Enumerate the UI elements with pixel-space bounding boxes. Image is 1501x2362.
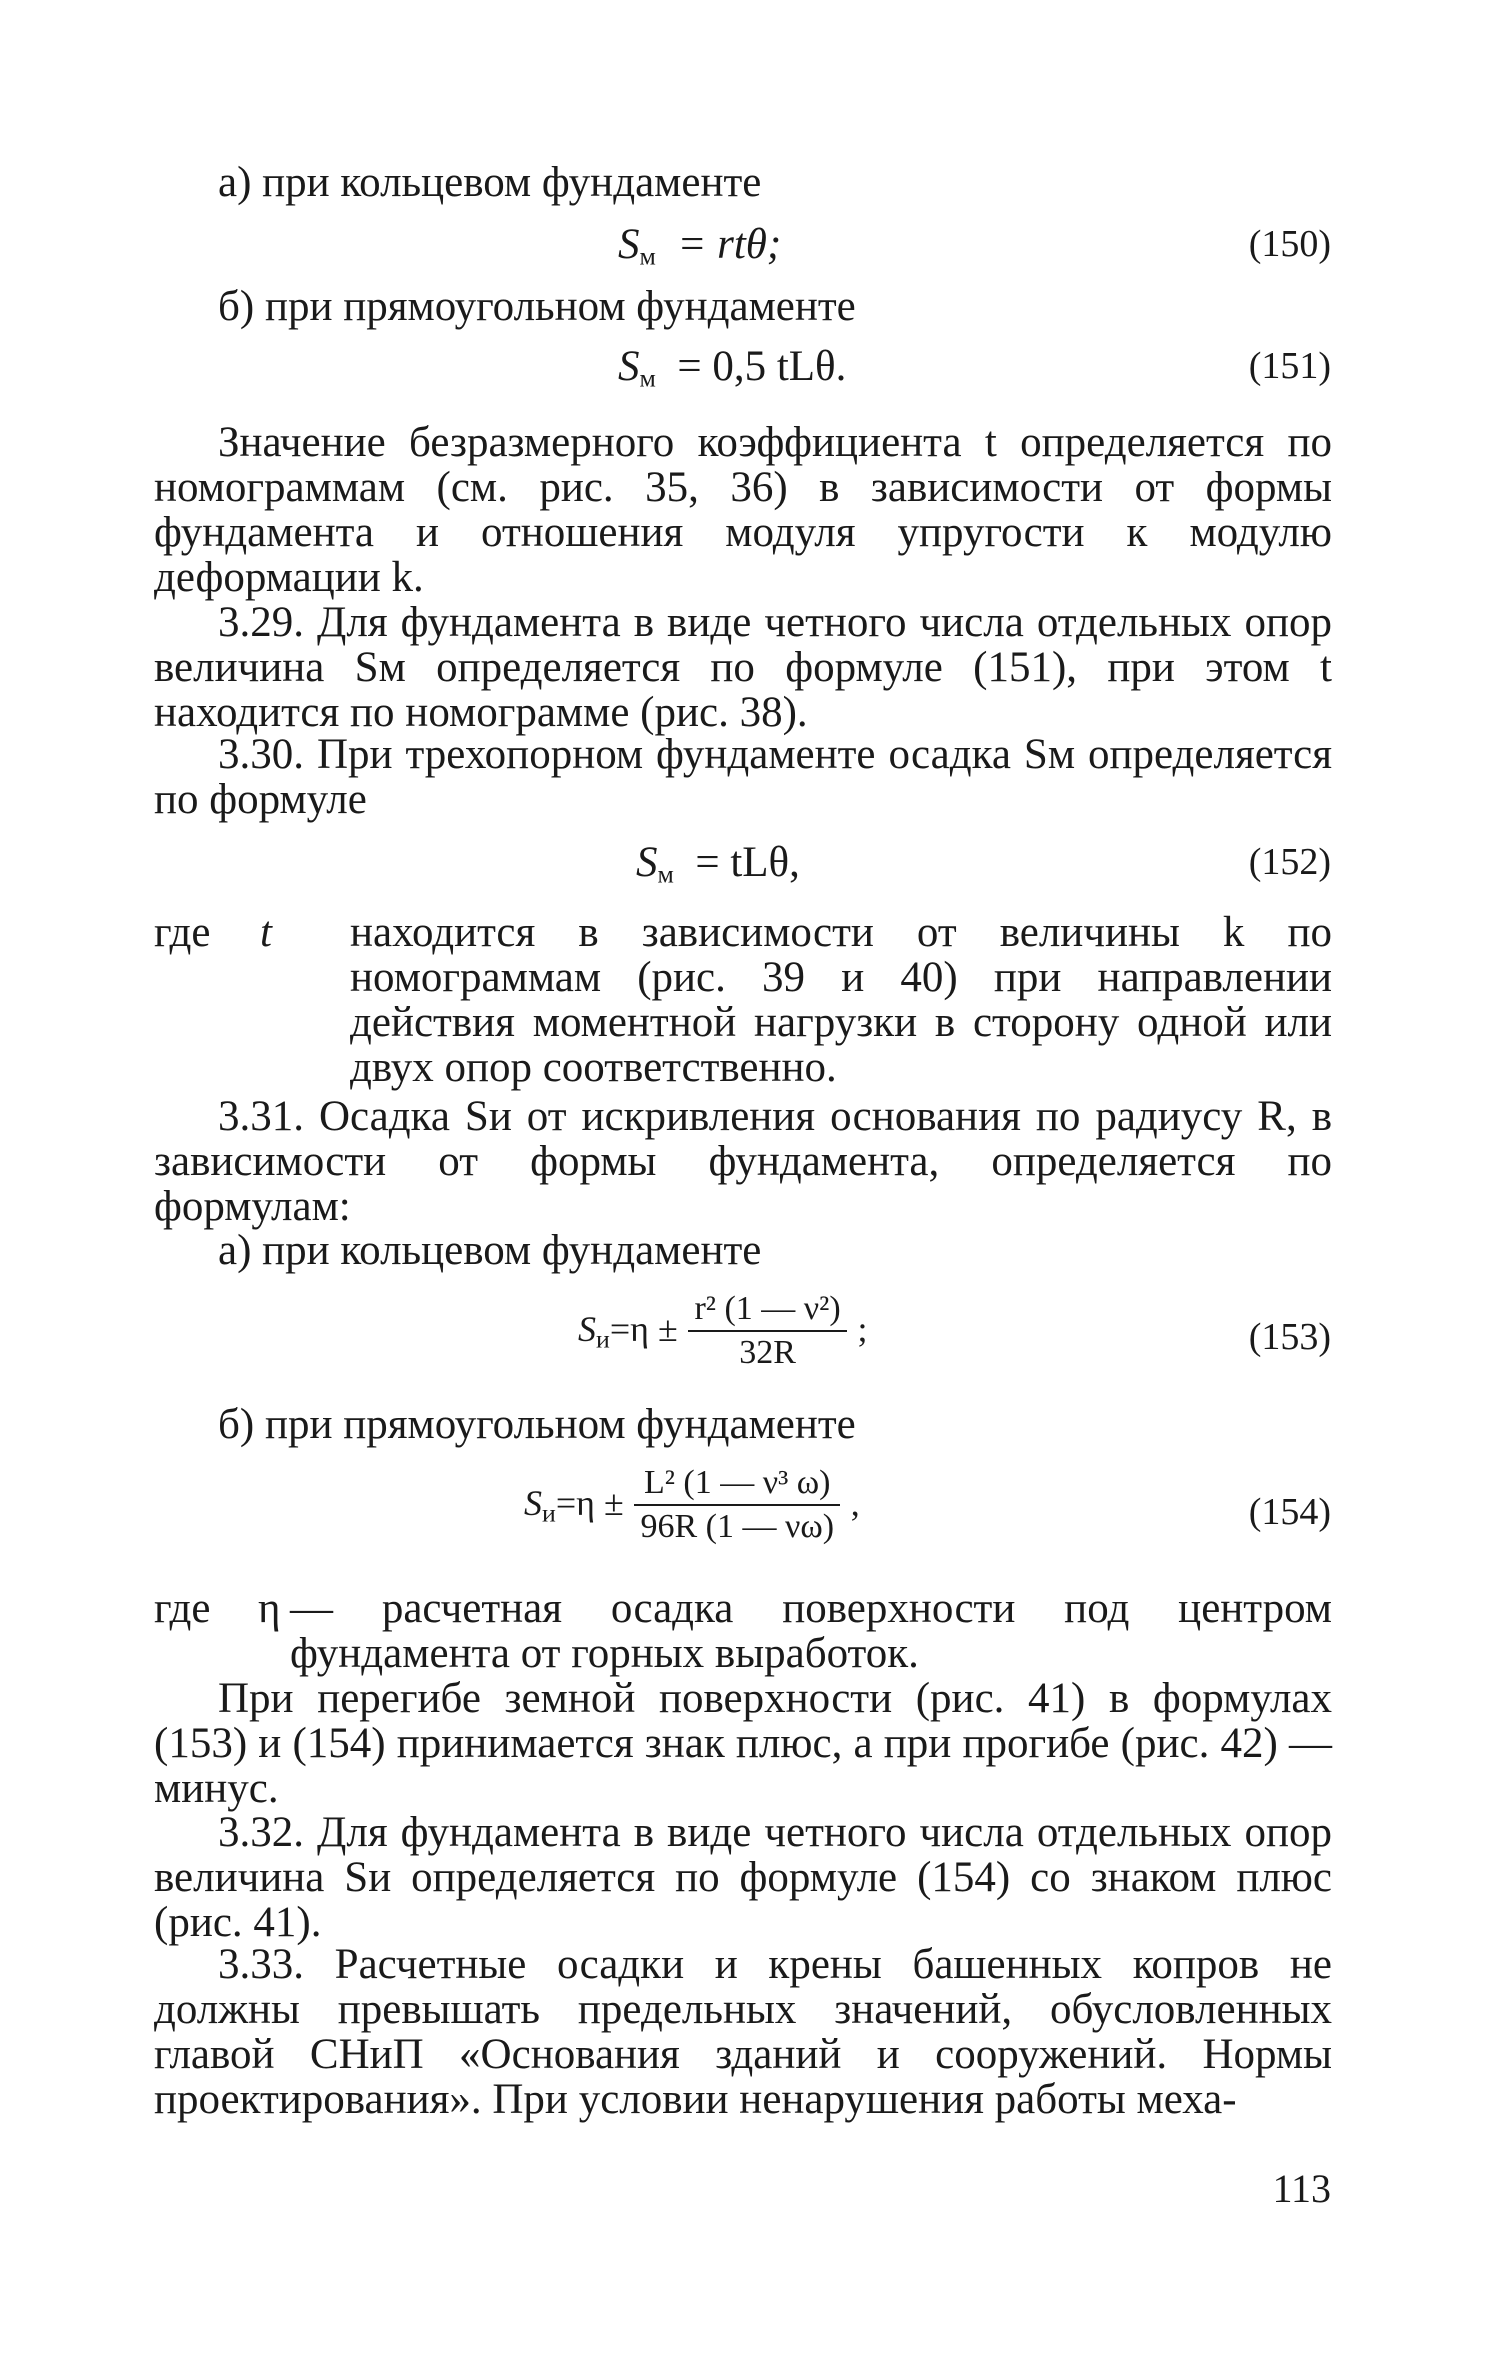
equation-number-154: (154) [1248, 1491, 1331, 1533]
equation-150: $S_м = rt\theta$; [618, 221, 782, 271]
case-a-ring-2: а) при кольцевом фундаменте [218, 1227, 762, 1274]
equation-152-rhs: = tLθ, [695, 839, 800, 886]
fraction-153 [688, 1290, 846, 1372]
paragraph-3-31: 3.31. Осадка Sи от искривления основания по радиусу R, в зависимости от формы фундамента, определяется по формулам: [154, 1093, 1332, 1230]
equation-151: $S_м = 0,5$ tLθ. [618, 343, 847, 393]
where-word: где [154, 1585, 211, 1632]
where-symbol-t: t [260, 909, 272, 956]
where-text-t: находится в зависимости от величины k по номограммам (рис. 39 и 40) при направлении действия моментной нагрузки в сторону одной или двух опор соответственно. [350, 909, 1332, 1091]
paragraph-3-32: 3.32. Для фундамента в виде четного числа отдельных опор величина Sи определяется по формуле (154) со знаком плюс (рис. 41). [154, 1809, 1332, 1946]
fraction-154-denominator: 96R (1 — νω) [640, 1508, 835, 1545]
paragraph-3-30: 3.30. При трехопорном фундаменте осадка Sм определяется по формуле [154, 731, 1332, 823]
equation-154: $S_и=\eta$ ± $\frac{\text{L² (1 — ν³ ω)}}{96R (1 — \nu\omega)}$ , [524, 1464, 860, 1545]
paragraph-3-29: 3.29. Для фундамента в виде четного числа отдельных опор величина Sм определяется по формуле (151), при этом t находится по номограмме (рис. 38). [154, 599, 1332, 736]
equation-number-153: (153) [1248, 1316, 1331, 1358]
page-number: 113 [1272, 2166, 1331, 2211]
fraction-153-numerator: r² (1 — ν²) [688, 1290, 846, 1332]
paragraph-3-33: 3.33. Расчетные осадки и крены башенных копров не должны превышать предельных значений, обусловленных главой СНиП «Основания зданий и сооружений. Нормы проектирования». При условии ненарушения работы меха- [154, 1941, 1332, 2123]
where-word: где [154, 909, 211, 956]
equation-number-151: (151) [1248, 345, 1331, 387]
equation-150-rhs: = rtθ; [677, 221, 782, 268]
fraction-153-denominator: 32R [739, 1334, 796, 1371]
paragraph-coefficient-t: Значение безразмерного коэффициента t определяется по номограммам (см. рис. 35, 36) в зависимости от формы фундамента и отношения модуля упругости к модулю деформации k. [154, 419, 1332, 601]
where-symbol-eta: η [258, 1585, 281, 1632]
case-b-rect-2: б) при прямоугольном фундаменте [218, 1401, 856, 1448]
equation-number-152: (152) [1248, 841, 1331, 883]
where-text-eta: — расчетная осадка поверхности под центром фундамента от горных выработок. [290, 1585, 1332, 1677]
case-b-rect-1: б) при прямоугольном фундаменте [218, 283, 856, 330]
fraction-154-numerator: L² (1 — ν³ ω) [634, 1464, 840, 1506]
where-clause-t [154, 910, 1332, 1090]
equation-151-rhs: = 0,5 tLθ. [677, 343, 847, 390]
equation-number-150: (150) [1248, 223, 1331, 265]
case-a-ring-1: а) при кольцевом фундаменте [218, 159, 762, 206]
equation-153: $S_и=\eta$ ± $\frac{\text{r² (1 — ν²)}}{32R}$ ; [578, 1290, 868, 1371]
equation-152: $S_м = tL\theta$, [636, 839, 800, 889]
where-clause-eta [154, 1586, 1332, 1676]
paragraph-bend-sign: При перегибе земной поверхности (рис. 41) в формулах (153) и (154) принимается знак плюс, а при прогибе (рис. 42) — минус. [154, 1675, 1332, 1812]
fraction-154 [634, 1464, 840, 1546]
